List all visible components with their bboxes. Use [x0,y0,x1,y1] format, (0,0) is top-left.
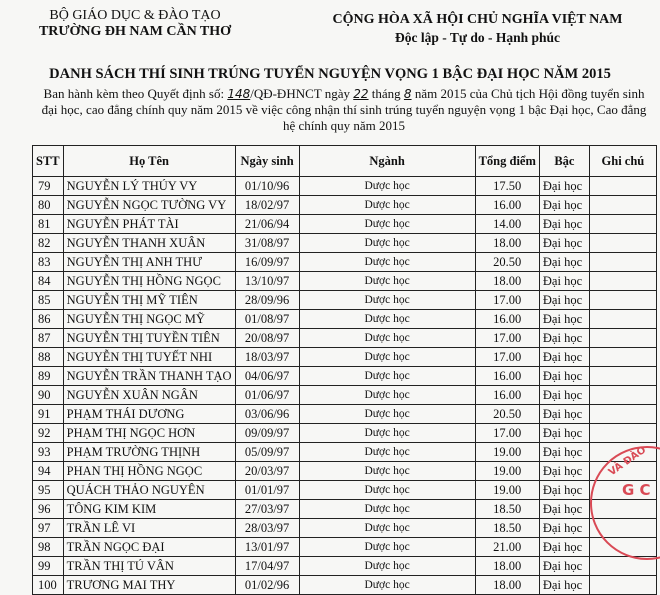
table-row [33,481,657,500]
cell-name: NGUYỄN THỊ NGỌC MỸ [63,310,235,329]
cell-score: 17.00 [475,329,539,348]
cell-major: Dược học [299,177,475,196]
cell-level: Đại học [539,424,589,443]
cell-name: NGUYỄN THANH XUÂN [63,234,235,253]
decision-month: 8 [403,87,412,101]
cell-major: Dược học [299,310,475,329]
cell-name: NGUYỄN LÝ THÚY VY [63,177,235,196]
cell-level: Đại học [539,481,589,500]
cell-level: Đại học [539,348,589,367]
cell-name: PHẠM TRƯỜNG THỊNH [63,443,235,462]
table-row [33,519,657,538]
cell-score: 20.50 [475,253,539,272]
cell-dob: 03/06/96 [235,405,299,424]
cell-name: NGUYỄN THỊ ANH THƯ [63,253,235,272]
cell-note [589,329,656,348]
cell-level: Đại học [539,386,589,405]
table-row [33,310,657,329]
column-header-stt: STT [33,146,64,177]
intro-part-2: /QĐ-ĐHNCT ngày [250,86,354,101]
decision-number: 148 [227,87,251,101]
cell-level: Đại học [539,291,589,310]
table-row [33,272,657,291]
cell-note [589,272,656,291]
cell-stt: 90 [33,386,64,405]
cell-major: Dược học [299,576,475,595]
cell-score: 18.50 [475,519,539,538]
column-header-dob: Ngày sinh [235,146,299,177]
cell-score: 16.00 [475,310,539,329]
cell-score: 17.50 [475,177,539,196]
table-row [33,367,657,386]
cell-major: Dược học [299,405,475,424]
cell-name: PHẠM THÁI DƯƠNG [63,405,235,424]
cell-score: 18.00 [475,557,539,576]
cell-name: NGUYỄN NGỌC TƯỜNG VY [63,196,235,215]
cell-level: Đại học [539,272,589,291]
cell-note [589,348,656,367]
table-row [33,348,657,367]
table-row [33,196,657,215]
cell-stt: 97 [33,519,64,538]
cell-name: NGUYỄN THỊ TUYẾT NHI [63,348,235,367]
decision-day: 22 [353,87,369,101]
cell-stt: 91 [33,405,64,424]
cell-dob: 17/04/97 [235,557,299,576]
cell-note [589,424,656,443]
seal-text-top: VÀ ĐÀO [606,444,649,479]
cell-major: Dược học [299,196,475,215]
column-header-major: Ngành [299,146,475,177]
cell-name: NGUYỄN TRẦN THANH TẠO [63,367,235,386]
cell-note [589,177,656,196]
cell-level: Đại học [539,177,589,196]
cell-score: 16.00 [475,367,539,386]
cell-level: Đại học [539,443,589,462]
cell-note [589,253,656,272]
cell-score: 19.00 [475,443,539,462]
cell-level: Đại học [539,538,589,557]
cell-major: Dược học [299,215,475,234]
cell-major: Dược học [299,557,475,576]
cell-score: 18.00 [475,234,539,253]
table-row [33,215,657,234]
cell-score: 17.00 [475,424,539,443]
cell-dob: 20/08/97 [235,329,299,348]
cell-major: Dược học [299,291,475,310]
cell-major: Dược học [299,519,475,538]
cell-dob: 13/01/97 [235,538,299,557]
document-title: DANH SÁCH THÍ SINH TRÚNG TUYỂN NGUYỆN VỌNG 1 BẬC ĐẠI HỌC NĂM 2015 [49,66,611,82]
cell-level: Đại học [539,557,589,576]
table-row [33,405,657,424]
cell-stt: 92 [33,424,64,443]
cell-stt: 99 [33,557,64,576]
cell-note [589,234,656,253]
cell-score: 14.00 [475,215,539,234]
cell-major: Dược học [299,234,475,253]
cell-name: PHAN THỊ HỒNG NGỌC [63,462,235,481]
cell-note [589,215,656,234]
column-header-name: Họ Tên [63,146,235,177]
table-row [33,329,657,348]
cell-stt: 88 [33,348,64,367]
cell-stt: 95 [33,481,64,500]
cell-name: TRƯƠNG MAI THY [63,576,235,595]
national-motto: Độc lập - Tự do - Hạnh phúc [394,30,561,45]
table-row [33,234,657,253]
cell-major: Dược học [299,348,475,367]
cell-name: TRẦN LÊ VI [63,519,235,538]
cell-note [589,405,656,424]
cell-name: NGUYỄN XUÂN NGÂN [63,386,235,405]
table-row [33,177,657,196]
cell-stt: 89 [33,367,64,386]
cell-level: Đại học [539,462,589,481]
cell-score: 19.00 [475,481,539,500]
cell-stt: 79 [33,177,64,196]
cell-name: PHẠM THỊ NGỌC HƠN [63,424,235,443]
cell-score: 20.50 [475,405,539,424]
cell-dob: 01/02/96 [235,576,299,595]
cell-stt: 86 [33,310,64,329]
cell-note [589,310,656,329]
cell-major: Dược học [299,367,475,386]
cell-name: NGUYỄN THỊ MỸ TIÊN [63,291,235,310]
cell-stt: 85 [33,291,64,310]
country-name: CỘNG HÒA XÃ HỘI CHỦ NGHĨA VIỆT NAM [332,12,623,27]
cell-name: NGUYỄN THỊ TUYỀN TIÊN [63,329,235,348]
cell-major: Dược học [299,424,475,443]
cell-dob: 04/06/97 [235,367,299,386]
cell-major: Dược học [299,443,475,462]
cell-note [589,367,656,386]
cell-name: QUÁCH THẢO NGUYÊN [63,481,235,500]
cell-dob: 09/09/97 [235,424,299,443]
cell-score: 17.00 [475,348,539,367]
cell-major: Dược học [299,538,475,557]
cell-stt: 98 [33,538,64,557]
cell-score: 19.00 [475,462,539,481]
cell-name: TRẦN THỊ TÚ VÂN [63,557,235,576]
cell-major: Dược học [299,386,475,405]
table-row [33,291,657,310]
cell-dob: 27/03/97 [235,500,299,519]
table-row [33,424,657,443]
intro-part-1: Ban hành kèm theo Quyết định số: [43,86,228,101]
cell-dob: 20/03/97 [235,462,299,481]
cell-score: 21.00 [475,538,539,557]
cell-major: Dược học [299,329,475,348]
cell-score: 16.00 [475,196,539,215]
cell-score: 16.00 [475,386,539,405]
intro-part-3: tháng [368,86,404,101]
table-row [33,253,657,272]
cell-stt: 100 [33,576,64,595]
cell-score: 18.00 [475,272,539,291]
table-row [33,500,657,519]
cell-stt: 83 [33,253,64,272]
cell-major: Dược học [299,462,475,481]
issuer-header [30,8,240,40]
table-header-row [33,146,657,177]
cell-stt: 87 [33,329,64,348]
admission-table [32,145,657,595]
cell-level: Đại học [539,519,589,538]
cell-name: TÔNG KIM KIM [63,500,235,519]
cell-level: Đại học [539,215,589,234]
cell-note [589,291,656,310]
cell-name: TRẦN NGỌC ĐẠI [63,538,235,557]
table-row [33,386,657,405]
column-header-note: Ghi chú [589,146,656,177]
cell-level: Đại học [539,196,589,215]
column-header-level: Bậc [539,146,589,177]
table-row [33,462,657,481]
cell-major: Dược học [299,481,475,500]
school-name: TRƯỜNG ĐH NAM CẦN THƠ [38,24,232,39]
cell-level: Đại học [539,253,589,272]
column-header-score: Tổng điểm [475,146,539,177]
intro-paragraph [34,86,654,134]
cell-dob: 18/02/97 [235,196,299,215]
cell-note [589,576,656,595]
table-row [33,576,657,595]
cell-stt: 82 [33,234,64,253]
cell-dob: 01/06/97 [235,386,299,405]
cell-dob: 28/03/97 [235,519,299,538]
cell-level: Đại học [539,500,589,519]
cell-level: Đại học [539,576,589,595]
cell-major: Dược học [299,272,475,291]
cell-dob: 01/08/97 [235,310,299,329]
cell-dob: 18/03/97 [235,348,299,367]
table-row [33,538,657,557]
cell-stt: 80 [33,196,64,215]
cell-level: Đại học [539,310,589,329]
cell-name: NGUYỄN THỊ HỒNG NGỌC [63,272,235,291]
cell-dob: 13/10/97 [235,272,299,291]
cell-score: 18.50 [475,500,539,519]
cell-dob: 31/08/97 [235,234,299,253]
table-row [33,557,657,576]
cell-stt: 84 [33,272,64,291]
ministry-name: BỘ GIÁO DỤC & ĐÀO TẠO [49,8,221,23]
cell-stt: 94 [33,462,64,481]
cell-score: 18.00 [475,576,539,595]
table-row [33,443,657,462]
cell-dob: 16/09/97 [235,253,299,272]
national-header [300,12,655,46]
cell-dob: 21/06/94 [235,215,299,234]
cell-name: NGUYỄN PHÁT TÀI [63,215,235,234]
intro-part-4: năm 2015 của Chủ tịch Hội đồng tuyển sinh đại học, cao đẳng chính quy năm 2015 về việc công nhận thí sinh trúng tuyển nguyện vọng 1 bậc Đại học, Cao đẳng hệ chính quy năm 2015 [41,86,647,133]
cell-level: Đại học [539,405,589,424]
cell-score: 17.00 [475,291,539,310]
cell-dob: 01/10/96 [235,177,299,196]
cell-level: Đại học [539,234,589,253]
cell-major: Dược học [299,253,475,272]
cell-level: Đại học [539,367,589,386]
cell-stt: 93 [33,443,64,462]
cell-note [589,386,656,405]
cell-dob: 01/01/97 [235,481,299,500]
cell-dob: 28/09/96 [235,291,299,310]
cell-major: Dược học [299,500,475,519]
seal-text-mid: G C [622,481,651,499]
cell-level: Đại học [539,329,589,348]
cell-dob: 05/09/97 [235,443,299,462]
cell-stt: 96 [33,500,64,519]
cell-note [589,196,656,215]
cell-stt: 81 [33,215,64,234]
